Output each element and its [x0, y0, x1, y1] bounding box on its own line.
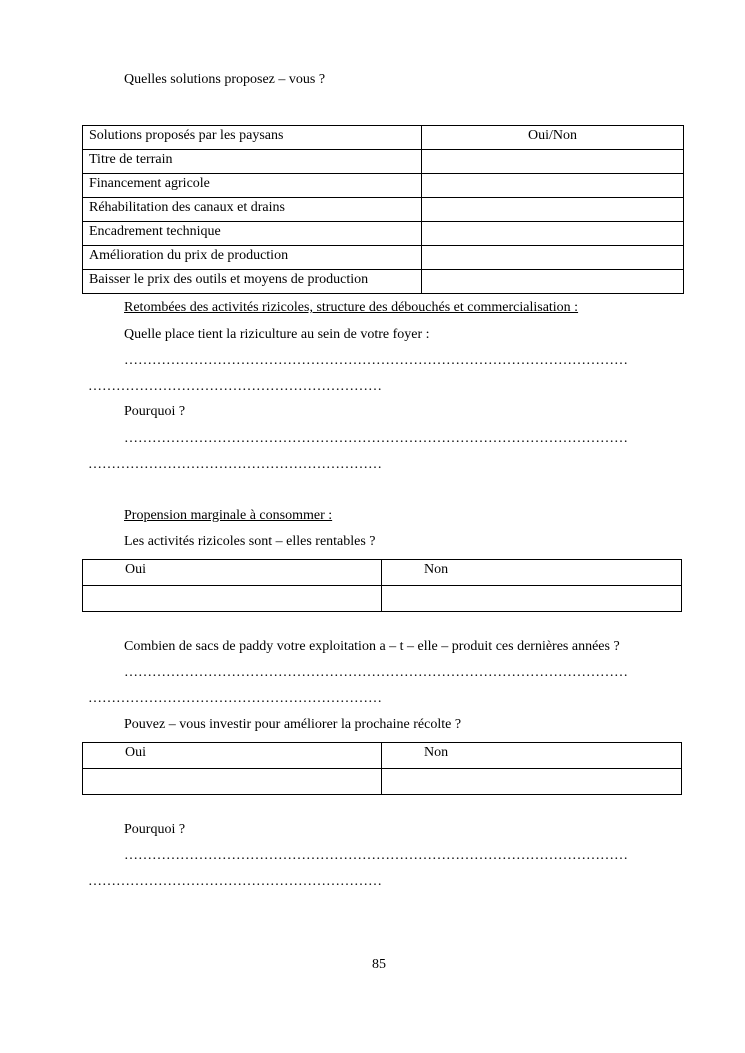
no-answer-cell[interactable]: [382, 586, 682, 612]
table-row: [83, 150, 684, 174]
rentables-table: [82, 559, 682, 612]
no-label: Non: [382, 743, 682, 769]
table-row: [83, 246, 684, 270]
answer-dots-line[interactable]: ………………………………………………………: [88, 457, 382, 472]
row-label: Baisser le prix des outils et moyens de production: [83, 270, 422, 294]
investir-table: [82, 742, 682, 795]
row-label: Encadrement technique: [83, 222, 422, 246]
question-solutions: Quelles solutions proposez – vous ?: [124, 72, 326, 87]
table-row: [83, 174, 684, 198]
answer-cell[interactable]: [422, 222, 684, 246]
answer-dots-line[interactable]: ………………………………………………………………………………………………: [124, 848, 628, 863]
table-row: [83, 198, 684, 222]
table-row: [83, 586, 682, 612]
table-header-row: [83, 743, 682, 769]
answer-dots-line[interactable]: ………………………………………………………: [88, 379, 382, 394]
no-label: Non: [382, 560, 682, 586]
section-retombees-heading: Retombées des activités rizicoles, structure des débouchés et commercialisation :: [124, 300, 579, 315]
table-row: [83, 270, 684, 294]
yes-answer-cell[interactable]: [83, 769, 382, 795]
table-header-row: [83, 560, 682, 586]
yes-label: Oui: [83, 743, 382, 769]
row-label: Réhabilitation des canaux et drains: [83, 198, 422, 222]
table-header-row: [83, 126, 684, 150]
page-number: 85: [372, 957, 386, 972]
yes-answer-cell[interactable]: [83, 586, 382, 612]
answer-cell[interactable]: [422, 198, 684, 222]
table-row: [83, 222, 684, 246]
question-pourquoi: Pourquoi ?: [124, 822, 186, 837]
answer-dots-line[interactable]: ………………………………………………………………………………………………: [124, 431, 628, 446]
table-row: [83, 769, 682, 795]
answer-dots-line[interactable]: ………………………………………………………: [88, 874, 382, 889]
question-pourquoi: Pourquoi ?: [124, 404, 186, 419]
header-solutions: Solutions proposés par les paysans: [83, 126, 422, 150]
header-oui-non: Oui/Non: [422, 126, 684, 150]
row-label: Titre de terrain: [83, 150, 422, 174]
answer-dots-line[interactable]: ………………………………………………………………………………………………: [124, 665, 628, 680]
question-sacs-paddy: Combien de sacs de paddy votre exploitation a – t – elle – produit ces dernières années ?: [124, 639, 620, 654]
row-label: Financement agricole: [83, 174, 422, 198]
answer-cell[interactable]: [422, 150, 684, 174]
question-investir: Pouvez – vous investir pour améliorer la prochaine récolte ?: [124, 717, 462, 732]
question-place-riziculture: Quelle place tient la riziculture au sein de votre foyer :: [124, 327, 430, 342]
answer-cell[interactable]: [422, 270, 684, 294]
answer-dots-line[interactable]: ………………………………………………………………………………………………: [124, 353, 628, 368]
no-answer-cell[interactable]: [382, 769, 682, 795]
answer-dots-line[interactable]: ………………………………………………………: [88, 691, 382, 706]
answer-cell[interactable]: [422, 246, 684, 270]
row-label: Amélioration du prix de production: [83, 246, 422, 270]
yes-label: Oui: [83, 560, 382, 586]
answer-cell[interactable]: [422, 174, 684, 198]
question-rentables: Les activités rizicoles sont – elles rentables ?: [124, 534, 376, 549]
solutions-table: [82, 125, 684, 294]
section-propension-heading: Propension marginale à consommer :: [124, 508, 333, 523]
